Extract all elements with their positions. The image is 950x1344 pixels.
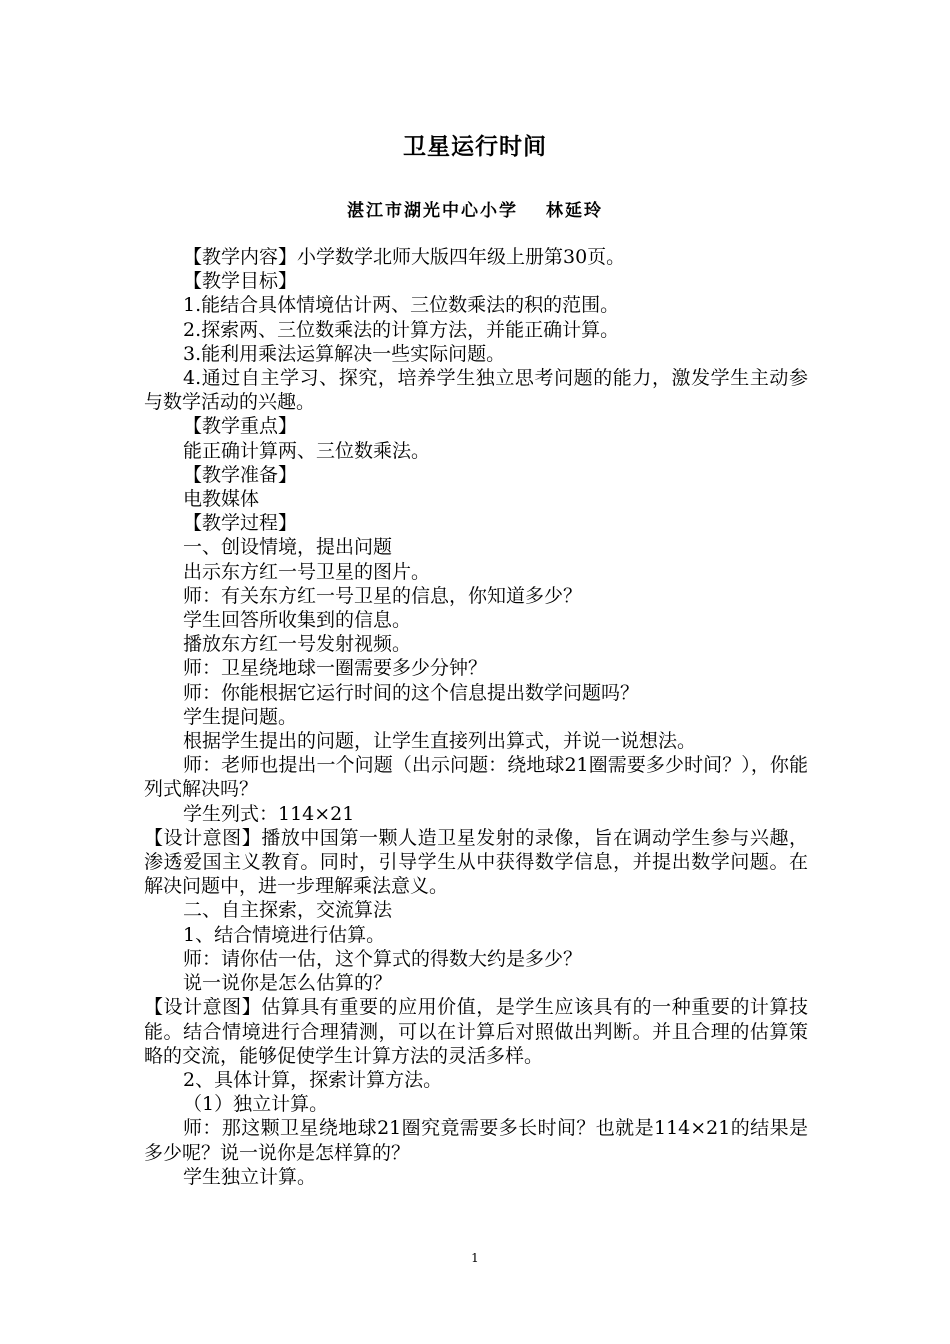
- paragraph-preparation-heading: 【教学准备】: [183, 463, 298, 486]
- author-name: 林延玲: [546, 201, 603, 221]
- paragraph-student-formula: 学生列式：114×21: [183, 802, 355, 825]
- paragraph-teacher-question-6: 师：那这颗卫星绕地球21圈究竟需要多长时间？也就是114×21的结果是多少呢？说一说你是怎样算的？: [144, 1117, 808, 1164]
- paragraph-students-calculate: 学生独立计算。: [183, 1165, 317, 1188]
- paragraph-list-formula: 根据学生提出的问题，让学生直接列出算式，并说一说想法。: [183, 730, 697, 753]
- paragraph-estimate-heading: 1、结合情境进行估算。: [183, 923, 386, 946]
- author-school: 湛江市湖光中心小学: [347, 201, 518, 221]
- document-title: 卫星运行时间: [403, 134, 547, 160]
- author-line: [0, 199, 950, 223]
- paragraph-student-answer: 学生回答所收集到的信息。: [183, 609, 412, 632]
- paragraph-key-points-heading: 【教学重点】: [183, 415, 298, 438]
- paragraph-key-points: 能正确计算两、三位数乘法。: [183, 439, 431, 462]
- paragraph-design-intent-2: 【设计意图】估算具有重要的应用价值，是学生应该具有的一种重要的计算技能。结合情境进行合理猜测，可以在计算后对照做出判断。并且合理的估算策略的交流，能够促使学生计算方法的灵活多样。: [144, 996, 808, 1067]
- paragraph-explain-estimate: 说一说你是怎么估算的？: [183, 972, 393, 995]
- paragraph-teacher-question-4: 师：老师也提出一个问题（出示问题：绕地球21圈需要多少时间？），你能列式解决吗？: [144, 754, 808, 801]
- paragraph-section-1-heading: 一、创设情境，提出问题: [183, 536, 393, 559]
- paragraph-preparation: 电教媒体: [183, 488, 260, 511]
- paragraph-teacher-question-2: 师：卫星绕地球一圈需要多少分钟？: [183, 657, 488, 680]
- paragraph-process-heading: 【教学过程】: [183, 512, 298, 535]
- paragraph-goal-4: 4.通过自主学习、探究，培养学生独立思考问题的能力，激发学生主动参与数学活动的兴趣。: [144, 367, 808, 414]
- document-body: [144, 245, 808, 1189]
- paragraph-teaching-goals-heading: 【教学目标】: [183, 270, 298, 293]
- paragraph-calculation-heading: 2、具体计算，探索计算方法。: [183, 1068, 443, 1091]
- paragraph-play-video: 播放东方红一号发射视频。: [183, 633, 412, 656]
- paragraph-section-2-heading: 二、自主探索，交流算法: [183, 899, 393, 922]
- paragraph-teacher-question-1: 师：有关东方红一号卫星的信息，你知道多少？: [183, 584, 583, 607]
- paragraph-goal-1: 1.能结合具体情境估计两、三位数乘法的积的范围。: [183, 294, 620, 317]
- paragraph-design-intent-1: 【设计意图】播放中国第一颗人造卫星发射的录像，旨在调动学生参与兴趣，渗透爱国主义教育。同时，引导学生从中获得数学信息，并提出数学问题。在解决问题中，进一步理解乘法意义。: [144, 826, 808, 898]
- paragraph-student-questions: 学生提问题。: [183, 705, 298, 728]
- paragraph-show-picture: 出示东方红一号卫星的图片。: [183, 560, 431, 583]
- paragraph-goal-2: 2.探索两、三位数乘法的计算方法，并能正确计算。: [183, 318, 620, 341]
- paragraph-teacher-question-5: 师：请你估一估，这个算式的得数大约是多少？: [183, 947, 583, 970]
- page-number: 1: [471, 1251, 479, 1265]
- paragraph-goal-3: 3.能利用乘法运算解决一些实际问题。: [183, 342, 506, 365]
- paragraph-independent-calc: （1）独立计算。: [183, 1093, 329, 1116]
- paragraph-teacher-question-3: 师：你能根据它运行时间的这个信息提出数学问题吗？: [183, 681, 640, 704]
- paragraph-teaching-content: 【教学内容】小学数学北师大版四年级上册第30页。: [183, 246, 626, 268]
